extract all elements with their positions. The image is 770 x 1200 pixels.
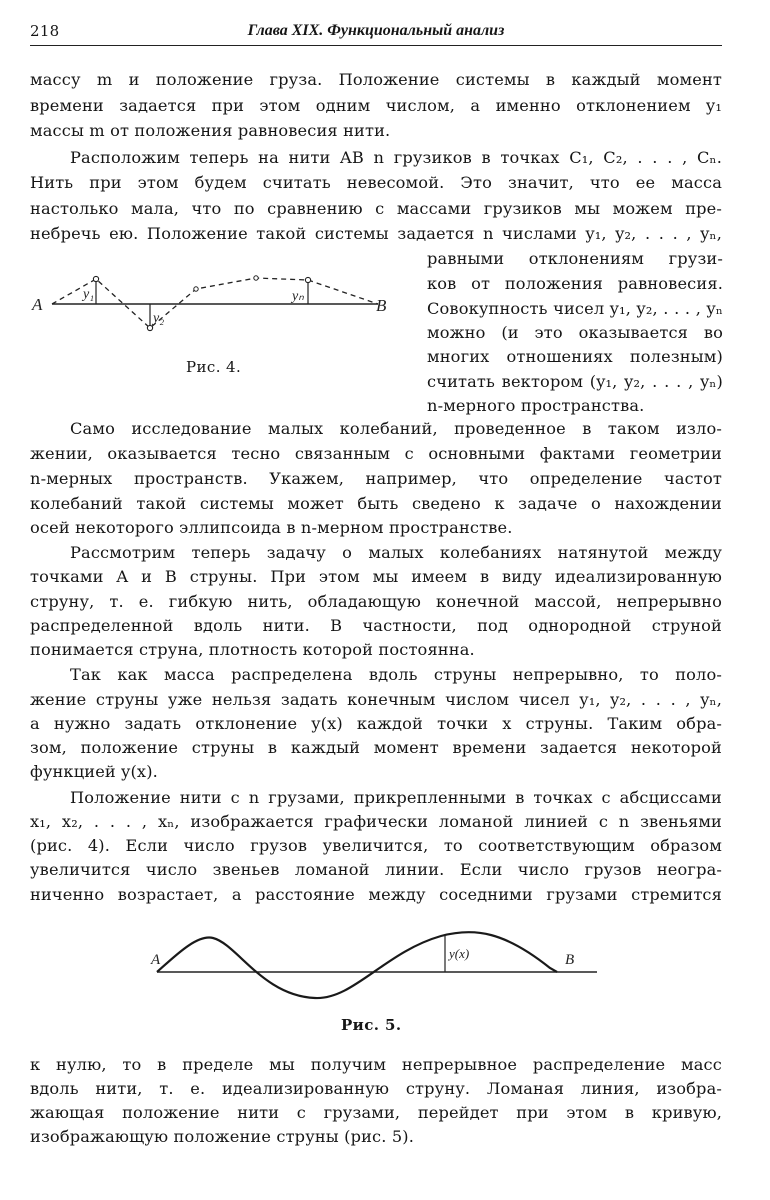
text-line: Нить при этом будем считать невесомой. Это значит, что ее масса bbox=[30, 173, 722, 192]
text-line: небречь ею. Положение такой системы задается n числами y₁, y₂, . . . , yₙ, bbox=[30, 224, 722, 243]
text-line: Совокупность чисел y₁, y₂, . . . , yₙ bbox=[427, 299, 723, 318]
figure-5-caption: Рис. 5. bbox=[341, 1016, 402, 1034]
text-line: функцией y(x). bbox=[30, 762, 158, 781]
text-line: распределенной вдоль нити. В частности, под однородной струной bbox=[30, 616, 722, 635]
mass-point bbox=[147, 325, 152, 330]
label-b: B bbox=[376, 296, 387, 315]
text-line: времени задается при этом одним числом, а именно отклонением y₁ bbox=[30, 96, 722, 115]
label-a: A bbox=[32, 295, 43, 314]
label-yn: yₙ bbox=[292, 289, 304, 304]
weighted-string-polyline bbox=[52, 278, 378, 328]
page-header bbox=[30, 22, 722, 48]
text-line: точками A и B струны. При этом мы имеем в виду идеализированную bbox=[30, 567, 722, 586]
text-line: (рис. 4). Если число грузов увеличится, то соответствующим образом bbox=[30, 836, 722, 855]
text-line: массу m и положение груза. Положение системы в каждый момент bbox=[30, 70, 722, 89]
text-line: ниченно возрастает, а расстояние между соседними грузами стремится bbox=[30, 885, 722, 904]
text-line: ков от положения равновесия. bbox=[427, 274, 723, 293]
text-line: вдоль нити, т. е. идеализированную струну. Ломаная линия, изобра- bbox=[30, 1079, 722, 1098]
text-line: увеличится число звеньев ломаной линии. Если число грузов неогра- bbox=[30, 860, 722, 879]
text-line: жении, оказывается тесно связанным с основными фактами геометрии bbox=[30, 444, 722, 463]
header-rule bbox=[30, 45, 722, 46]
figure-4-caption: Рис. 4. bbox=[186, 358, 242, 376]
figure-5 bbox=[145, 928, 605, 1008]
text-line: колебаний такой системы может быть сведено к задаче о нахождении bbox=[30, 494, 722, 513]
text-line: можно (и это оказывается во bbox=[427, 323, 723, 342]
running-title: Глава XIX. Функциональный анализ bbox=[247, 22, 505, 39]
text-line: понимается струна, плотность которой постоянна. bbox=[30, 640, 475, 659]
page-number: 218 bbox=[30, 22, 60, 40]
text-line: Само исследование малых колебаний, проведенное в таком изло- bbox=[70, 419, 722, 438]
mass-point bbox=[305, 277, 310, 282]
text-line: настолько мала, что по сравнению с массами грузиков мы можем пре- bbox=[30, 199, 722, 218]
label-y1: y₁ bbox=[83, 287, 95, 302]
text-line: Расположим теперь на нити AB n грузиков в точках C₁, C₂, . . . , Cₙ. bbox=[70, 148, 722, 167]
mass-point bbox=[254, 276, 258, 280]
text-line: струну, т. е. гибкую нить, обладающую конечной массой, непрерывно bbox=[30, 592, 722, 611]
text-line: равными отклонениям грузи- bbox=[427, 249, 723, 268]
text-line: зом, положение струны в каждый момент времени задается некоторой bbox=[30, 738, 722, 757]
text-line: жение струны уже нельзя задать конечным числом чисел y₁, y₂, . . . , yₙ, bbox=[30, 690, 722, 709]
text-line: Так как масса распределена вдоль струны непрерывно, то поло- bbox=[70, 665, 722, 684]
label-b: B bbox=[565, 952, 575, 968]
text-line: Положение нити с n грузами, прикрепленными в точках с абсциссами bbox=[70, 788, 722, 807]
label-a: A bbox=[151, 952, 161, 968]
text-line: многих отношениях полезным) bbox=[427, 347, 723, 366]
text-line: n-мерного пространства. bbox=[427, 396, 645, 415]
mass-point bbox=[93, 276, 98, 281]
text-line: осей некоторого эллипсоида в n-мерном пространстве. bbox=[30, 518, 513, 537]
figure-4 bbox=[28, 258, 398, 346]
mass-point bbox=[194, 287, 198, 291]
label-yx: y(x) bbox=[449, 946, 470, 961]
string-curve bbox=[157, 932, 557, 998]
text-line: считать вектором (y₁, y₂, . . . , yₙ) bbox=[427, 372, 723, 391]
text-line: n-мерных пространств. Укажем, например, что определение частот bbox=[30, 469, 722, 488]
text-line: жающая положение нити с грузами, перейдет при этом в кривую, bbox=[30, 1103, 722, 1122]
text-line: изображающую положение струны (рис. 5). bbox=[30, 1127, 415, 1146]
text-line: x₁, x₂, . . . , xₙ, изображается графически ломаной линией с n звеньями bbox=[30, 812, 722, 831]
text-line: Рассмотрим теперь задачу о малых колебаниях натянутой между bbox=[70, 543, 722, 562]
text-line: к нулю, то в пределе мы получим непрерывное распределение масс bbox=[30, 1055, 722, 1074]
text-line: массы m от положения равновесия нити. bbox=[30, 121, 391, 140]
label-y2: y₂ bbox=[153, 311, 165, 326]
text-line: а нужно задать отклонение y(x) каждой точки x струны. Таким обра- bbox=[30, 714, 722, 733]
